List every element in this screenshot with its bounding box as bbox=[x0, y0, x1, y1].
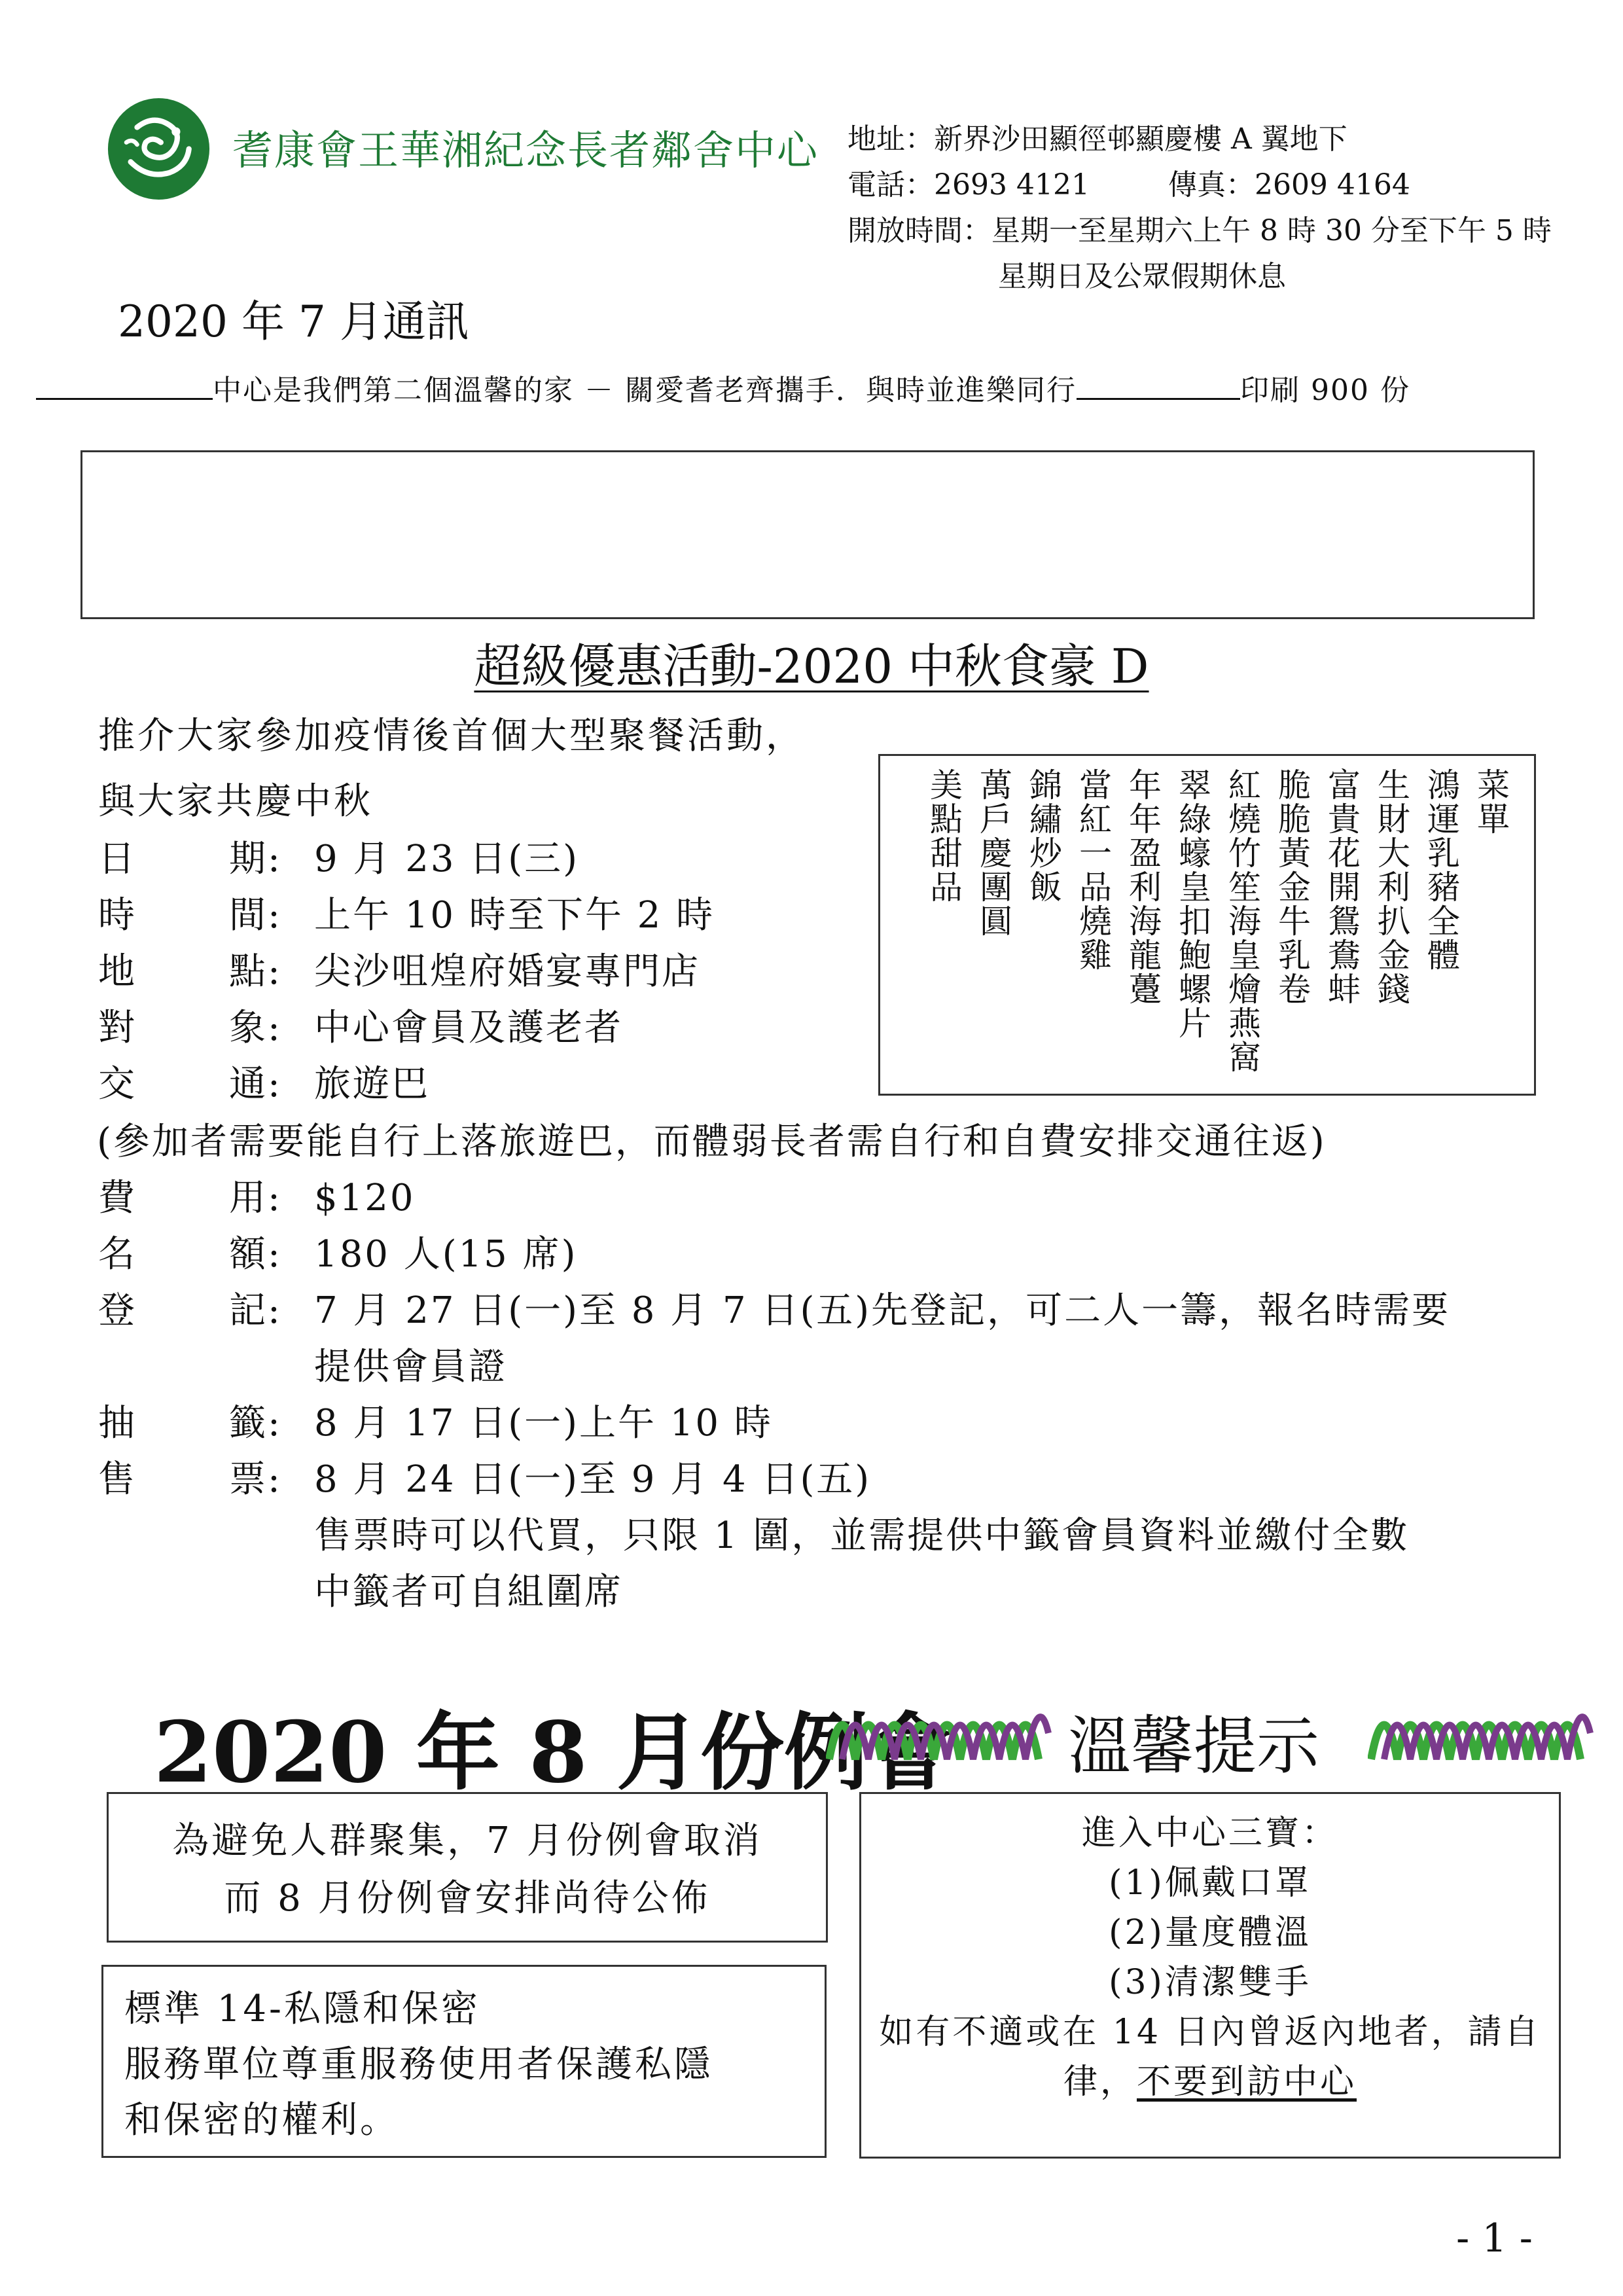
health-tips-box bbox=[859, 1792, 1561, 2159]
menu-item: 生財大利扒金錢 bbox=[1372, 768, 1410, 1006]
page-number: - 1 - bbox=[1456, 2215, 1533, 2261]
event-title bbox=[0, 628, 1623, 696]
menu-box bbox=[878, 754, 1536, 1096]
ticket-note-2: 中籤者可自組圍席 bbox=[314, 1571, 623, 1613]
phone-fax-row bbox=[847, 162, 1552, 208]
organization-name: 耆康會王華湘紀念長者鄰舍中心 bbox=[232, 126, 819, 174]
menu-item: 富貴花開鴛鴦蚌 bbox=[1323, 768, 1361, 1006]
event-intro-line2: 與大家共慶中秋 bbox=[98, 780, 373, 823]
meeting-cancel-box bbox=[107, 1792, 828, 1943]
opening-hours: 開放時間：星期一至星期六上午 8 時 30 分至下午 5 時 bbox=[847, 214, 1552, 247]
tips-warning-line2: 律，不要到訪中心 bbox=[1063, 2062, 1357, 2102]
event-intro-line1: 推介大家參加疫情後首個大型聚餐活動， bbox=[98, 715, 805, 757]
event-info-venue: 地 點: 尖沙咀煌府婚宴專門店 bbox=[98, 950, 700, 993]
tips-item-temperature: (2)量度體溫 bbox=[1109, 1913, 1311, 1952]
slogan-rule-right bbox=[1077, 376, 1240, 400]
fax: 傳真：2609 4164 bbox=[1168, 168, 1410, 202]
blank-banner-box bbox=[80, 450, 1535, 619]
event-title-text: 超級優惠活動-2020 中秋食豪 D bbox=[474, 639, 1149, 694]
decorative-wave-left bbox=[826, 1694, 1052, 1766]
event-info-target: 對 象: 中心會員及護老者 bbox=[98, 1007, 623, 1049]
menu-item: 翠綠蠔皇扣鮑螺片 bbox=[1173, 768, 1211, 1040]
slogan-text: 中心是我們第二個溫馨的家 － 關愛耆老齊攜手．與時並進樂同行 bbox=[213, 374, 1077, 407]
menu-item: 年年盈利海龍躉 bbox=[1124, 768, 1162, 1006]
tips-item-handwash: (3)清潔雙手 bbox=[1109, 1963, 1311, 2002]
meeting-cancel-line2: 而 8 月份例會安排尚待公佈 bbox=[224, 1877, 711, 1920]
menu-heading: 菜單 bbox=[1472, 768, 1510, 836]
menu-list bbox=[919, 768, 1516, 1088]
decorative-wave-right bbox=[1368, 1694, 1594, 1766]
event-info-lottery: 抽 籤: 8 月 17 日(一)上午 10 時 bbox=[98, 1402, 773, 1444]
print-count: 印刷 900 份 bbox=[1240, 374, 1410, 407]
ticket-note-1: 售票時可以代買，只限 1 圍，並需提供中籤會員資料並繳付全數 bbox=[314, 1515, 1410, 1557]
do-not-visit-text: 不要到訪中心 bbox=[1137, 2062, 1357, 2102]
contact-info bbox=[847, 117, 1552, 300]
transport-note: (參加者需要能自行上落旅遊巴，而體弱長者需自行和自費安排交通往返) bbox=[97, 1121, 1327, 1163]
tips-section-title: 溫馨提示 bbox=[1068, 1710, 1319, 1783]
menu-item: 脆脆黃金牛乳卷 bbox=[1273, 768, 1311, 1006]
holiday-closure: 星期日及公眾假期休息 bbox=[998, 260, 1286, 293]
tips-heading: 進入中心三寶： bbox=[1081, 1814, 1338, 1853]
privacy-heading: 標準 14-私隱和保密 bbox=[124, 1988, 480, 2030]
slogan-bar bbox=[36, 367, 1587, 408]
registration-continued: 提供會員證 bbox=[314, 1346, 507, 1388]
event-info-transport: 交 通: 旅遊巴 bbox=[98, 1063, 430, 1105]
privacy-line2: 和保密的權利。 bbox=[124, 2099, 399, 2142]
event-info-fee: 費 用: $120 bbox=[98, 1177, 416, 1219]
menu-item: 錦繡炒飯 bbox=[1024, 768, 1062, 904]
menu-item: 鴻運乳豬全體 bbox=[1422, 768, 1460, 972]
organization-logo bbox=[105, 95, 213, 203]
event-info-quota: 名 額: 180 人(15 席) bbox=[98, 1233, 578, 1276]
meeting-cancel-line1: 為避免人群聚集，7 月份例會取消 bbox=[172, 1820, 762, 1862]
menu-item: 萬戶慶團圓 bbox=[974, 768, 1012, 938]
menu-item: 紅燒竹笙海皇燴燕窩 bbox=[1223, 768, 1261, 1074]
phone: 電話：2693 4121 bbox=[847, 168, 1090, 202]
address: 地址：新界沙田顯徑邨顯慶樓 A 翼地下 bbox=[847, 122, 1347, 156]
tips-item-mask: (1)佩戴口罩 bbox=[1109, 1863, 1311, 1903]
menu-item: 當紅一品燒雞 bbox=[1074, 768, 1112, 972]
event-info-time: 時 間: 上午 10 時至下午 2 時 bbox=[98, 894, 715, 937]
event-info-registration: 登 記: 7 月 27 日(一)至 8 月 7 日(五)先登記，可二人一籌，報名時需要 bbox=[98, 1289, 1451, 1332]
newsletter-issue-title: 2020 年 7 月通訊 bbox=[118, 296, 469, 347]
privacy-line1: 服務單位尊重服務使用者保護私隱 bbox=[124, 2043, 713, 2086]
menu-item: 美點甜品 bbox=[925, 768, 963, 904]
event-info-date: 日 期: 9 月 23 日(三) bbox=[98, 838, 579, 880]
slogan-rule-left bbox=[36, 376, 213, 400]
meeting-section-title: 2020 年 8 月份例會 bbox=[154, 1704, 952, 1802]
event-info-ticket-sale: 售 票: 8 月 24 日(一)至 9 月 4 日(五) bbox=[98, 1458, 872, 1501]
privacy-standard-box bbox=[101, 1965, 827, 2158]
tips-warning-line1: 如有不適或在 14 日內曾返內地者，請自 bbox=[879, 2013, 1541, 2052]
